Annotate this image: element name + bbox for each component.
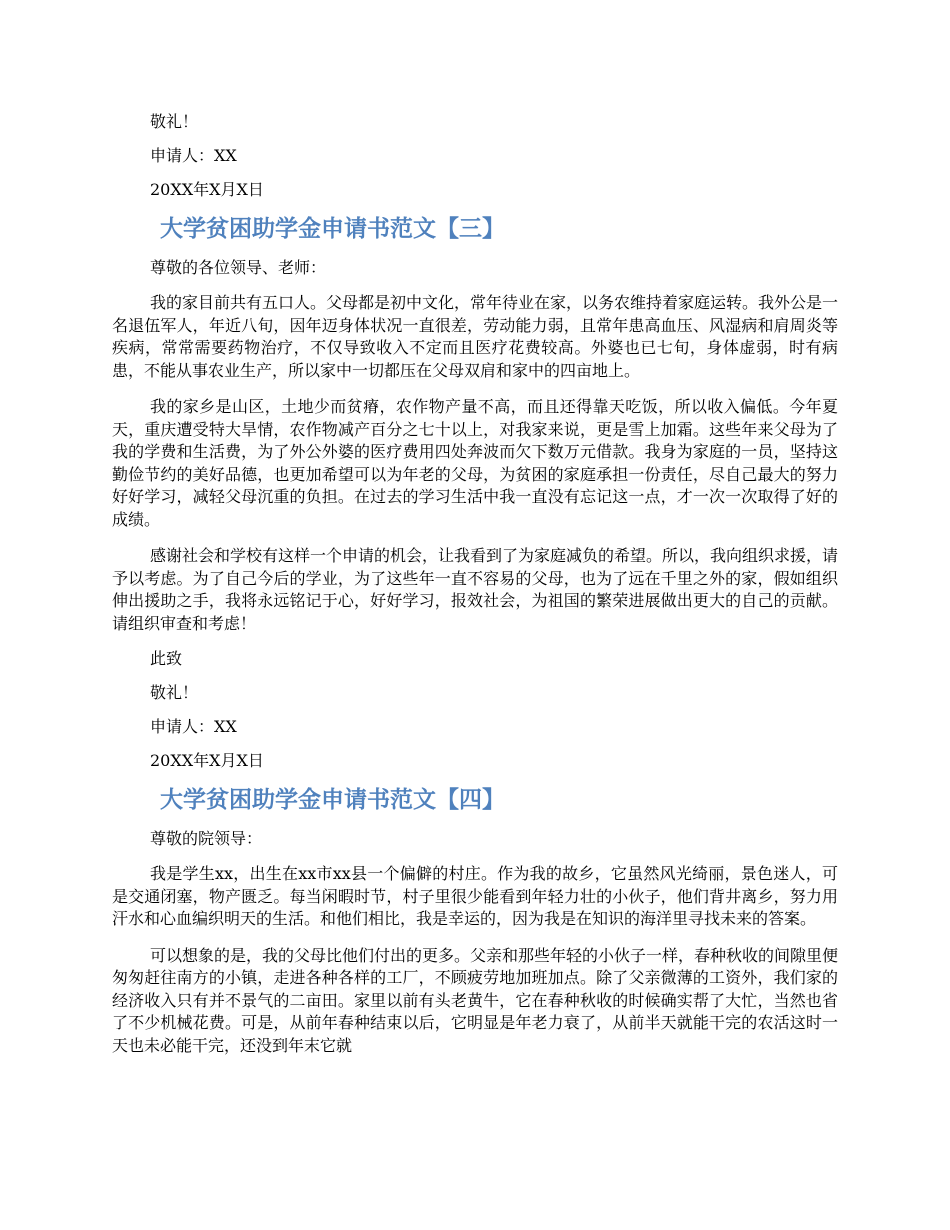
section-3-paragraph-3: 感谢社会和学校有这样一个申请的机会，让我看到了为家庭减负的希望。所以，我向组织求援，请予以考虑。为了自己今后的学业，为了这些年一直不容易的父母，也为了远在千里之外的家，假如组织伸出援助之手，我将永远铭记于心，好好学习，报效社会，为祖国的繁荣进展做出更大的自己的贡献。请组织审查和考虑！ xyxy=(112,546,839,633)
section-3-paragraph-2: 我的家乡是山区，土地少而贫瘠，农作物产量不高，而且还得靠天吃饭，所以收入偏低。今年夏天，重庆遭受特大旱情，农作物减产百分之七十以上，对我家来说，更是雪上加霜。这些年来父母为了我的学费和生活费，为了外公外婆的医疗费用四处奔波而欠下数万元借款。我身为家庭的一员，坚持这勤俭节约的美好品德，也更加希望可以为年老的父母，为贫困的家庭承担一份责任，尽自己最大的努力好好学习，减轻父母沉重的负担。在过去的学习生活中我一直没有忘记这一点，才一次一次取得了好的成绩。 xyxy=(112,397,838,529)
section-3-greeting: 尊敬的各位领导、老师： xyxy=(150,258,327,277)
closing-salutation: 敬礼！ xyxy=(150,112,199,131)
section-3-paragraph-1: 我的家目前共有五口人。父母都是初中文化，常年待业在家，以务农维持着家庭运转。我外公是一名退伍军人，年近八旬，因年迈身体状况一直很差，劳动能力弱，且常年患高血压、风湿病和肩周炎等疾病，常常需要药物治疗，不仅导致收入不定而且医疗花费较高。外婆也已七旬，身体虚弱，时有病患，不能从事农业生产，所以家中一切都压在父母双肩和家中的四亩地上。 xyxy=(112,293,839,380)
section-4-paragraph-2: 可以想象的是，我的父母比他们付出的更多。父亲和那些年轻的小伙子一样，春种秋收的间隙里便匆匆赶往南方的小镇，走进各种各样的工厂，不顾疲劳地加班加点。除了父亲微薄的工资外，我们家的经济收入只有并不景气的二亩田。家里以前有头老黄牛，它在春种秋收的时候确实帮了大忙，当然也省了不少机械花费。可是，从前年春种结束以后，它明显是年老力衰了，从前半天就能干完的农活这时一天也未必能干完，还没到年末它就 xyxy=(112,945,839,1055)
section-3-closing-2: 敬礼！ xyxy=(150,683,199,702)
section-4-title: 大学贫困助学金申请书范文【四】 xyxy=(160,787,505,813)
section-3-title: 大学贫困助学金申请书范文【三】 xyxy=(160,216,505,242)
section-4-paragraph-1: 我是学生xx，出生在xx市xx县一个偏僻的村庄。作为我的故乡，它虽然风光绮丽，景色迷人，可是交通闭塞，物产匮乏。每当闲暇时节，村子里很少能看到年轻力壮的小伙子，他们背井离乡，努力用汗水和心血编织明天的生活。和他们相比，我是幸运的，因为我是在知识的海洋里寻找未来的答案。 xyxy=(112,864,838,928)
section-3-closing-1: 此致 xyxy=(150,649,183,668)
section-4-greeting: 尊敬的院领导： xyxy=(150,829,263,848)
section-3-applicant: 申请人：XX xyxy=(150,717,237,736)
date-line: 20XX年X月X日 xyxy=(150,180,264,199)
applicant-line: 申请人：XX xyxy=(150,146,237,165)
section-3-date: 20XX年X月X日 xyxy=(150,751,264,770)
